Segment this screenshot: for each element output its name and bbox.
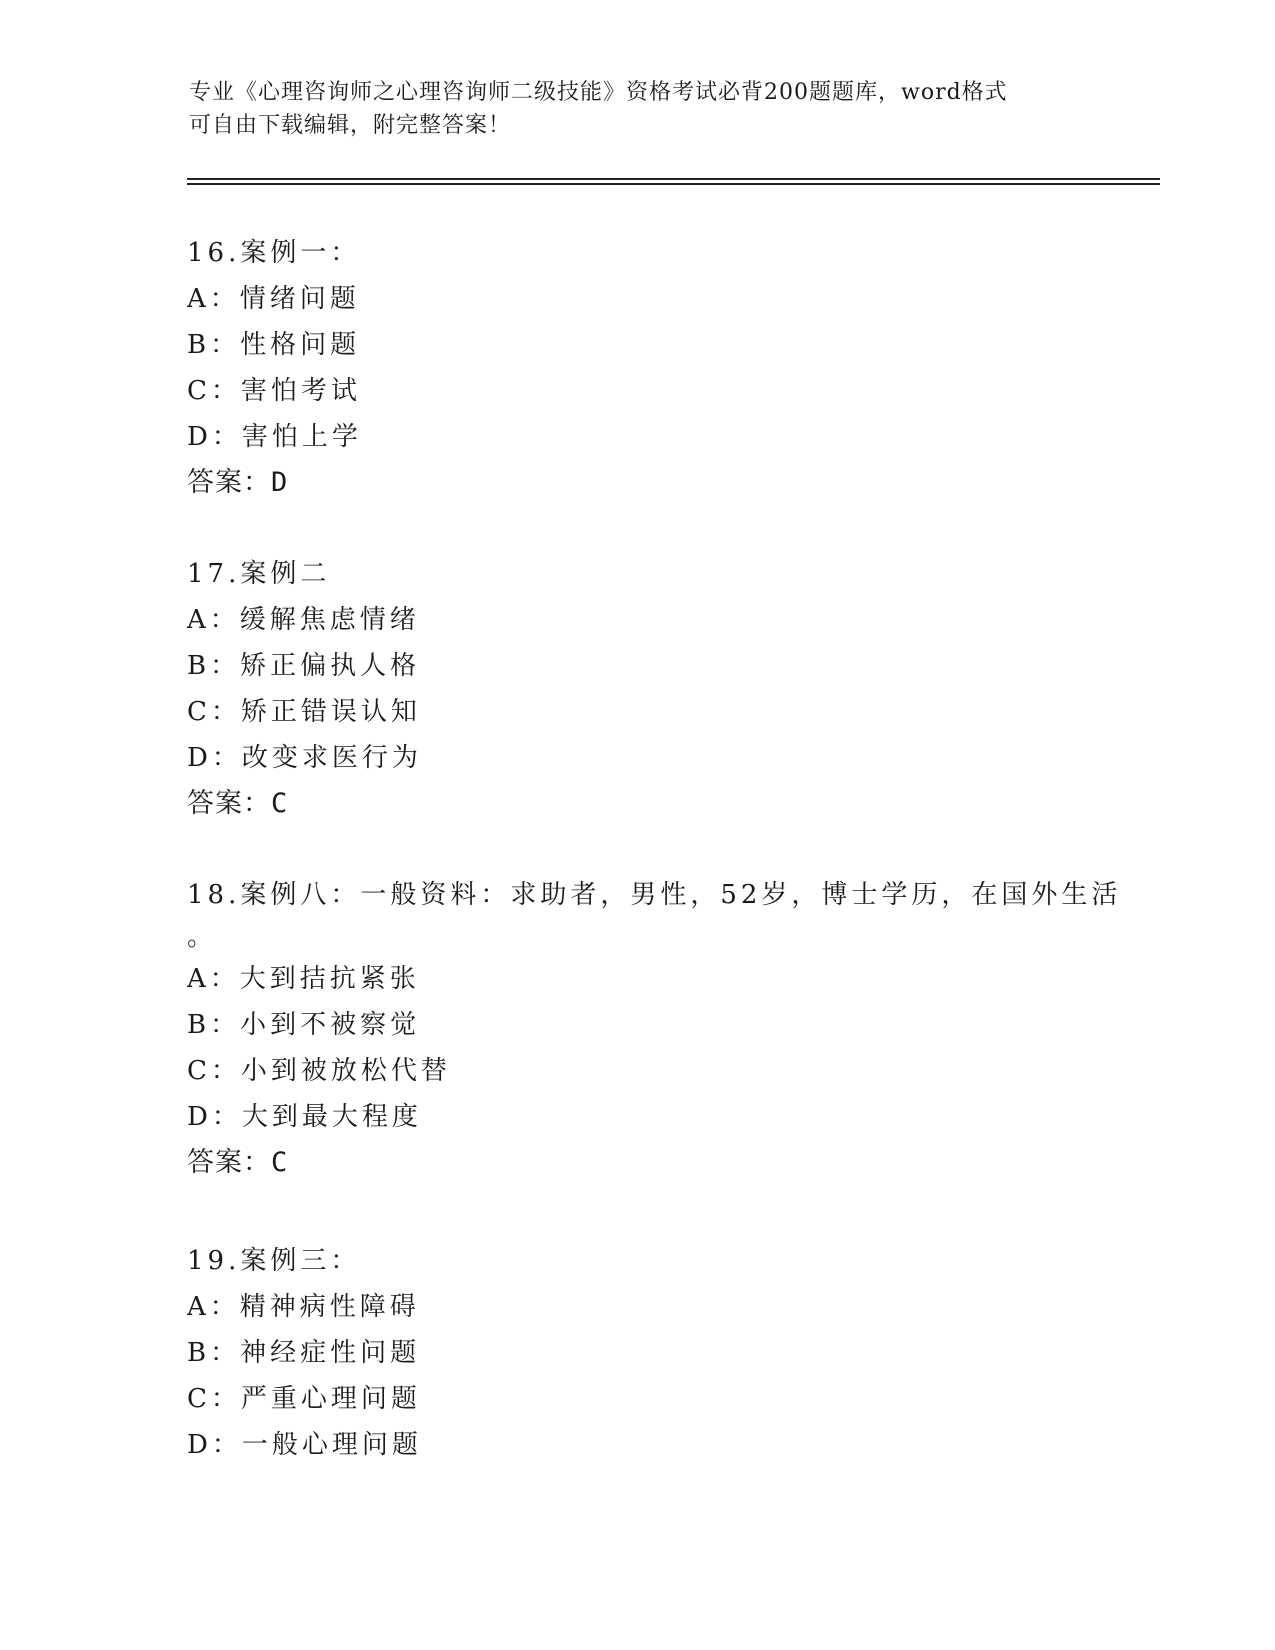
option-d: D：改变求医行为 xyxy=(187,743,422,773)
question-title-continuation: 。 xyxy=(187,922,214,952)
answer-value: C xyxy=(271,788,289,819)
option-d: D：一般心理问题 xyxy=(187,1430,422,1460)
option-d: D：害怕上学 xyxy=(187,422,362,452)
header-divider-bottom xyxy=(187,183,1160,185)
option-c: C：严重心理问题 xyxy=(187,1384,421,1414)
option-b: B：神经症性问题 xyxy=(187,1338,421,1368)
option-a: A：情绪问题 xyxy=(187,284,360,314)
answer-value: C xyxy=(271,1147,289,1178)
answer-value: D xyxy=(271,467,289,498)
option-a: A：精神病性障碍 xyxy=(187,1292,420,1322)
option-c: C：害怕考试 xyxy=(187,376,361,406)
header-line-2: 可自由下载编辑，附完整答案！ xyxy=(189,113,512,138)
question-title: 18.案例八：一般资料：求助者，男性，52岁，博士学历，在国外生活 xyxy=(187,880,1122,910)
question-title: 19.案例三： xyxy=(187,1246,361,1276)
option-c: C：小到被放松代替 xyxy=(187,1056,451,1086)
option-b: B：性格问题 xyxy=(187,330,361,360)
option-a: A：大到拮抗紧张 xyxy=(187,964,420,994)
answer-label: 答案： xyxy=(187,1147,271,1178)
option-c: C：矫正错误认知 xyxy=(187,697,421,727)
question-16 xyxy=(187,230,1087,506)
question-18 xyxy=(187,872,1122,1186)
answer-label: 答案： xyxy=(187,788,271,819)
question-title: 17.案例二 xyxy=(187,559,331,589)
question-19 xyxy=(187,1238,1087,1468)
answer-line xyxy=(187,781,1087,827)
answer-line xyxy=(187,1140,1087,1186)
question-17 xyxy=(187,551,1087,827)
answer-line xyxy=(187,460,1087,506)
header-divider-top xyxy=(187,178,1160,180)
option-b: B：矫正偏执人格 xyxy=(187,651,421,681)
document-header xyxy=(189,76,1089,142)
option-a: A：缓解焦虑情绪 xyxy=(187,605,420,635)
question-title: 16.案例一： xyxy=(187,238,361,268)
option-d: D：大到最大程度 xyxy=(187,1102,422,1132)
header-line-1: 专业《心理咨询师之心理咨询师二级技能》资格考试必背200题题库，word格式 xyxy=(189,80,1008,105)
answer-label: 答案： xyxy=(187,467,271,498)
option-b: B：小到不被察觉 xyxy=(187,1010,421,1040)
